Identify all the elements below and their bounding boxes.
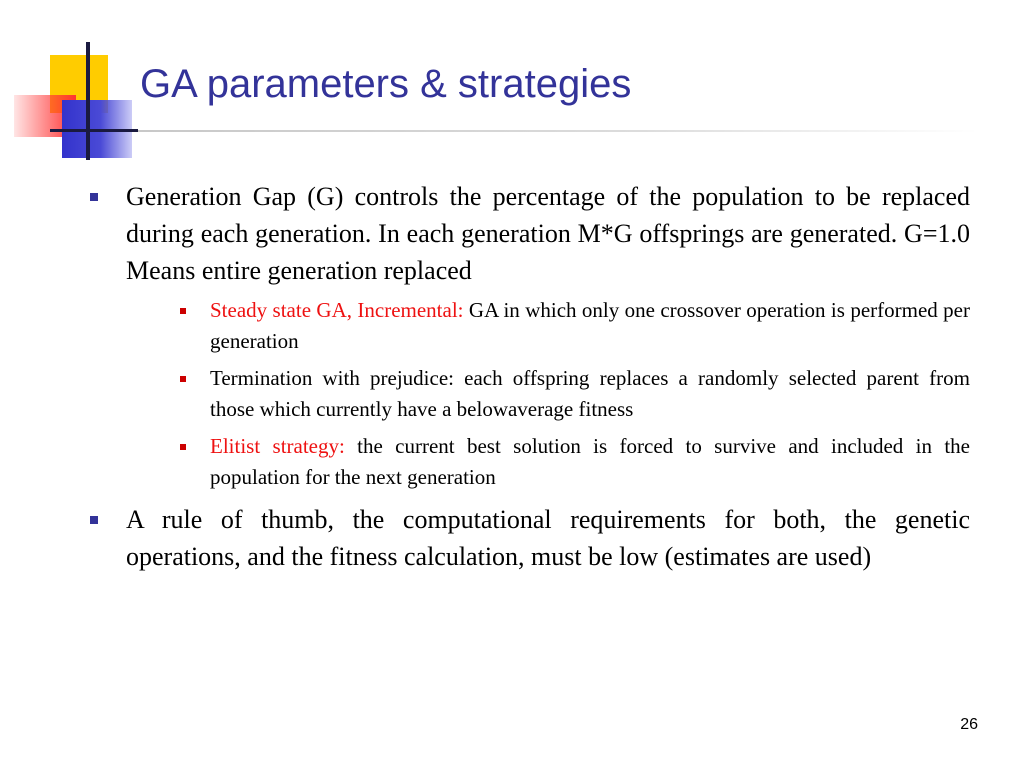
page-number: 26 [960, 716, 978, 733]
bullet-generation-gap [88, 178, 970, 493]
square-bullet-icon [90, 193, 98, 201]
sub-bullet-list [172, 295, 970, 493]
slide-content [88, 178, 970, 583]
square-bullet-icon [180, 308, 186, 314]
square-bullet-icon [180, 444, 186, 450]
title-underline [138, 130, 978, 132]
vertical-line-shape [86, 42, 90, 160]
horizontal-line-shape [50, 129, 138, 132]
square-bullet-icon [180, 376, 186, 382]
sub-bullet-text: Termination with prejudice: each offspring replaces a randomly selected parent from those which currently have a belowaverage fitness [210, 366, 970, 421]
decorative-squares-logo [0, 0, 160, 170]
bullet-rule-of-thumb [88, 501, 970, 575]
sub-bullet-elitist [172, 431, 970, 493]
sub-bullet-label: Elitist strategy: [210, 434, 345, 458]
sub-bullet-text: the current best solution is forced to survive and included in the population for the next generation [210, 434, 970, 489]
sub-bullet-termination [172, 363, 970, 425]
bullet-text: A rule of thumb, the computational requirements for both, the genetic operations, and the fitness calculation, must be low (estimates are used) [126, 505, 970, 571]
sub-bullet-text: GA in which only one crossover operation is performed per generation [210, 298, 970, 353]
sub-bullet-steady-state [172, 295, 970, 357]
slide-title: GA parameters & strategies [140, 62, 632, 106]
sub-bullet-label: Steady state GA, Incremental: [210, 298, 464, 322]
bullet-text: Generation Gap (G) controls the percentage of the population to be replaced during each generation. In each generation M*G offsprings are generated. G=1.0 Means entire generation replaced [126, 182, 970, 285]
square-bullet-icon [90, 516, 98, 524]
